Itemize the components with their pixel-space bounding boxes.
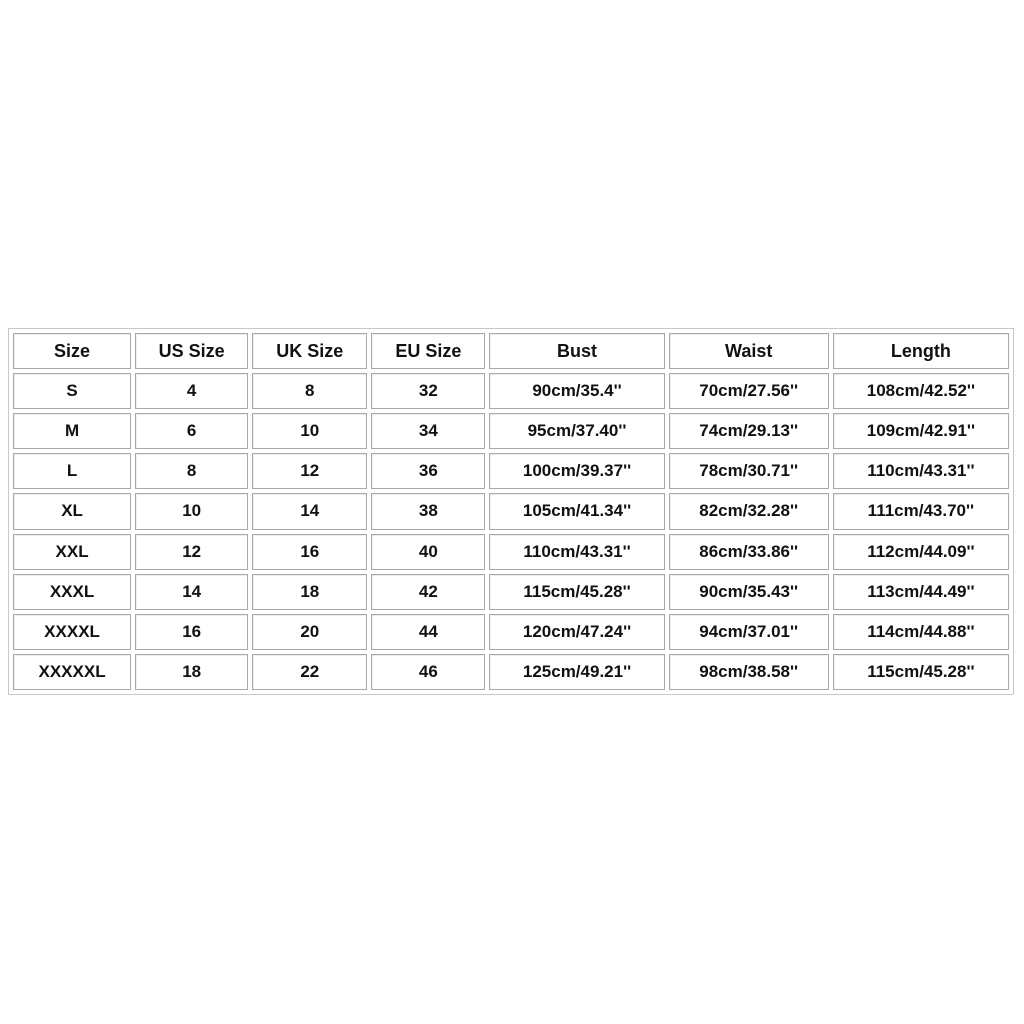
cell-us-size: 18 — [135, 654, 248, 690]
cell-us-size: 10 — [135, 493, 248, 529]
cell-length: 115cm/45.28'' — [833, 654, 1009, 690]
cell-us-size: 6 — [135, 413, 248, 449]
table-row — [13, 413, 1009, 449]
cell-length: 113cm/44.49'' — [833, 574, 1009, 610]
cell-eu-size: 32 — [371, 373, 485, 409]
cell-eu-size: 42 — [371, 574, 485, 610]
cell-uk-size: 18 — [252, 574, 367, 610]
cell-waist: 94cm/37.01'' — [669, 614, 829, 650]
cell-size: XXXL — [13, 574, 131, 610]
cell-bust: 110cm/43.31'' — [489, 534, 664, 570]
header-size: Size — [13, 333, 131, 369]
cell-size: M — [13, 413, 131, 449]
cell-length: 112cm/44.09'' — [833, 534, 1009, 570]
cell-uk-size: 8 — [252, 373, 367, 409]
cell-us-size: 4 — [135, 373, 248, 409]
cell-uk-size: 22 — [252, 654, 367, 690]
cell-size: XL — [13, 493, 131, 529]
cell-bust: 125cm/49.21'' — [489, 654, 664, 690]
header-bust: Bust — [489, 333, 664, 369]
header-length: Length — [833, 333, 1009, 369]
cell-waist: 86cm/33.86'' — [669, 534, 829, 570]
cell-eu-size: 36 — [371, 453, 485, 489]
table-row — [13, 493, 1009, 529]
cell-bust: 90cm/35.4'' — [489, 373, 664, 409]
cell-length: 110cm/43.31'' — [833, 453, 1009, 489]
cell-eu-size: 34 — [371, 413, 485, 449]
cell-waist: 70cm/27.56'' — [669, 373, 829, 409]
table-row — [13, 453, 1009, 489]
cell-uk-size: 12 — [252, 453, 367, 489]
cell-uk-size: 10 — [252, 413, 367, 449]
cell-eu-size: 40 — [371, 534, 485, 570]
cell-eu-size: 44 — [371, 614, 485, 650]
cell-length: 111cm/43.70'' — [833, 493, 1009, 529]
cell-length: 114cm/44.88'' — [833, 614, 1009, 650]
header-waist: Waist — [669, 333, 829, 369]
cell-size: XXXXL — [13, 614, 131, 650]
cell-bust: 100cm/39.37'' — [489, 453, 664, 489]
cell-us-size: 12 — [135, 534, 248, 570]
cell-us-size: 14 — [135, 574, 248, 610]
header-eu-size: EU Size — [371, 333, 485, 369]
cell-waist: 82cm/32.28'' — [669, 493, 829, 529]
size-chart-table — [8, 328, 1014, 695]
table-row — [13, 373, 1009, 409]
header-us-size: US Size — [135, 333, 248, 369]
cell-eu-size: 38 — [371, 493, 485, 529]
header-row — [13, 333, 1009, 369]
cell-length: 108cm/42.52'' — [833, 373, 1009, 409]
cell-bust: 105cm/41.34'' — [489, 493, 664, 529]
cell-bust: 115cm/45.28'' — [489, 574, 664, 610]
cell-uk-size: 14 — [252, 493, 367, 529]
cell-length: 109cm/42.91'' — [833, 413, 1009, 449]
cell-waist: 90cm/35.43'' — [669, 574, 829, 610]
table-row — [13, 574, 1009, 610]
cell-size: XXL — [13, 534, 131, 570]
cell-us-size: 16 — [135, 614, 248, 650]
cell-bust: 120cm/47.24'' — [489, 614, 664, 650]
table-row — [13, 654, 1009, 690]
cell-size: L — [13, 453, 131, 489]
cell-uk-size: 20 — [252, 614, 367, 650]
cell-bust: 95cm/37.40'' — [489, 413, 664, 449]
cell-eu-size: 46 — [371, 654, 485, 690]
cell-us-size: 8 — [135, 453, 248, 489]
cell-waist: 98cm/38.58'' — [669, 654, 829, 690]
cell-size: XXXXXL — [13, 654, 131, 690]
cell-waist: 74cm/29.13'' — [669, 413, 829, 449]
cell-waist: 78cm/30.71'' — [669, 453, 829, 489]
cell-size: S — [13, 373, 131, 409]
cell-uk-size: 16 — [252, 534, 367, 570]
table-row — [13, 534, 1009, 570]
table-row — [13, 614, 1009, 650]
header-uk-size: UK Size — [252, 333, 367, 369]
